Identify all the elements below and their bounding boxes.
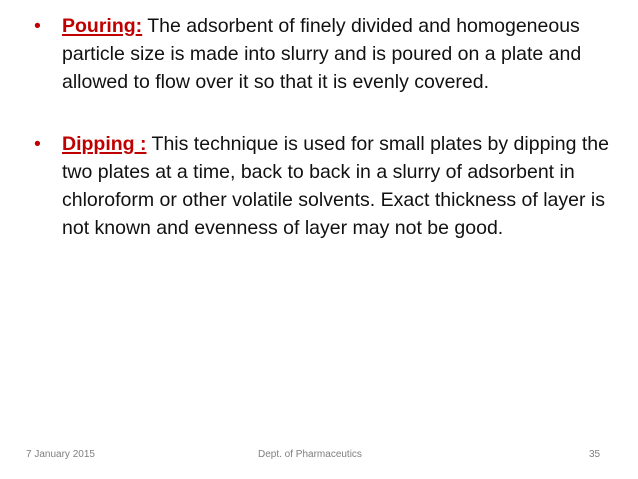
footer-page-number: 35 (589, 449, 601, 460)
footer-department: Dept. of Pharmaceutics (258, 449, 362, 460)
bullet-dipping (34, 130, 609, 242)
bullet-term-dipping: Dipping : (62, 133, 147, 155)
slide-body (34, 12, 609, 242)
bullet-point-icon: • (34, 15, 41, 37)
bullet-point-icon: • (34, 133, 41, 155)
bullet-text-pouring: The adsorbent of finely divided and homogeneous particle size is made into slurry and is poured on a plate and allowed to flow over it so that it is evenly covered. (62, 15, 582, 93)
bullet-term-pouring: Pouring (62, 15, 136, 37)
bullet-term-colon: : (135, 15, 143, 37)
bullet-text-dipping: This technique is used for small plates by dipping the two plates at a time, back to back in a slurry of adsorbent in chloroform or other volatile solvents. Exact thickness of layer is not known and evenness of layer may not be good. (62, 133, 609, 239)
bullet-pouring (34, 12, 609, 96)
footer-date: 7 January 2015 (26, 449, 95, 460)
